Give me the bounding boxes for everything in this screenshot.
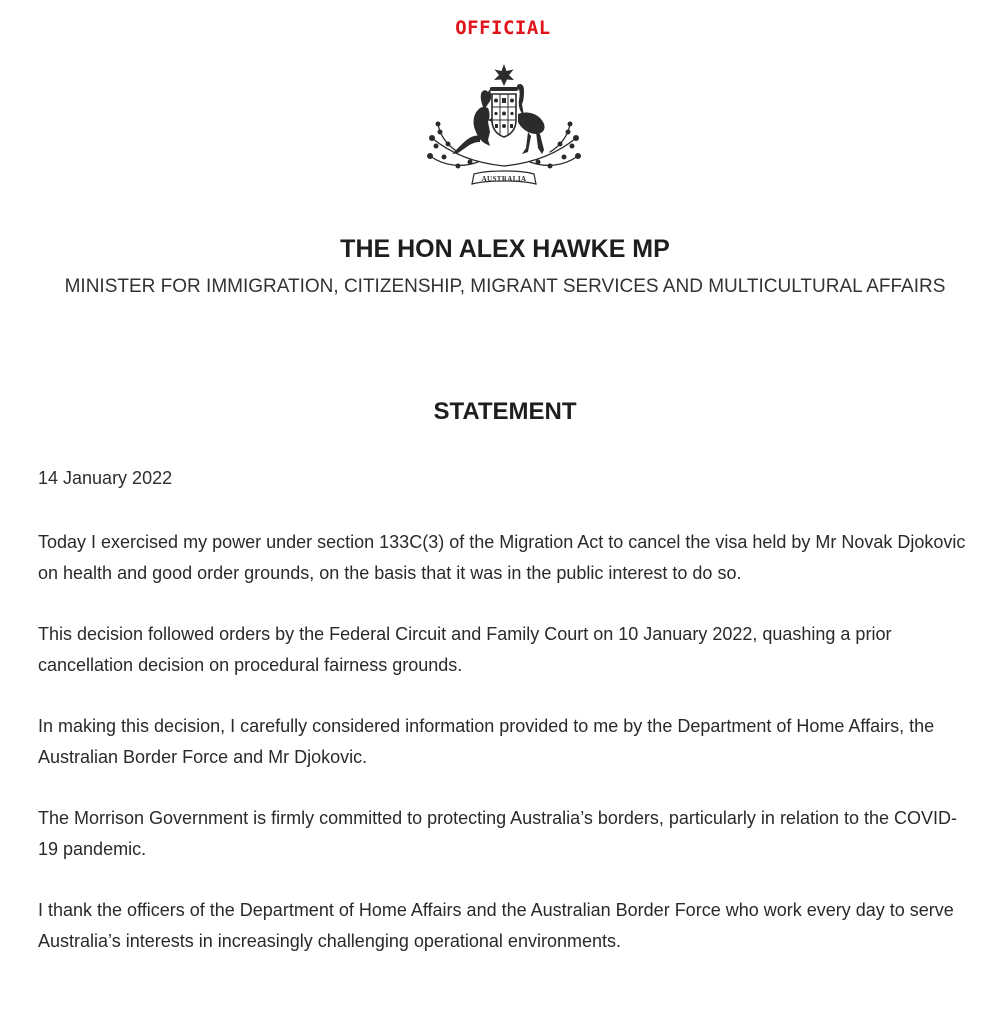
body-paragraph: In making this decision, I carefully considered information provided to me by the Department of Home Affairs, the Australian Border Force and Mr Djokovic. bbox=[38, 716, 935, 767]
body-paragraph: Today I exercised my power under section 133C(3) of the Migration Act to cancel the visa held by Mr Novak Djokovic on health and good order grounds, on the basis that it was in the public interest to do so. bbox=[38, 532, 966, 583]
coat-of-arms-icon bbox=[418, 62, 590, 190]
crest-scroll-text: AUSTRALIA bbox=[481, 175, 527, 183]
minister-portfolio: MINISTER FOR IMMIGRATION, CITIZENSHIP, MIGRANT SERVICES AND MULTICULTURAL AFFAIRS bbox=[64, 276, 946, 297]
body-paragraph: This decision followed orders by the Federal Circuit and Family Court on 10 January 2022, quashing a prior cancellation decision on procedural fairness grounds. bbox=[38, 624, 892, 675]
body-paragraph: The Morrison Government is firmly committed to protecting Australia’s borders, particularly in relation to the COVID-19 pandemic. bbox=[38, 808, 958, 859]
document-type-heading: STATEMENT bbox=[433, 398, 577, 425]
classification-marking: OFFICIAL bbox=[455, 17, 551, 39]
statement-date: 14 January 2022 bbox=[38, 468, 173, 488]
body-paragraph: I thank the officers of the Department of Home Affairs and the Australian Border Force who work every day to serve Australia’s interests in increasingly challenging operational environments. bbox=[38, 900, 954, 951]
minister-name: THE HON ALEX HAWKE MP bbox=[340, 235, 670, 263]
statement-body bbox=[38, 527, 973, 987]
